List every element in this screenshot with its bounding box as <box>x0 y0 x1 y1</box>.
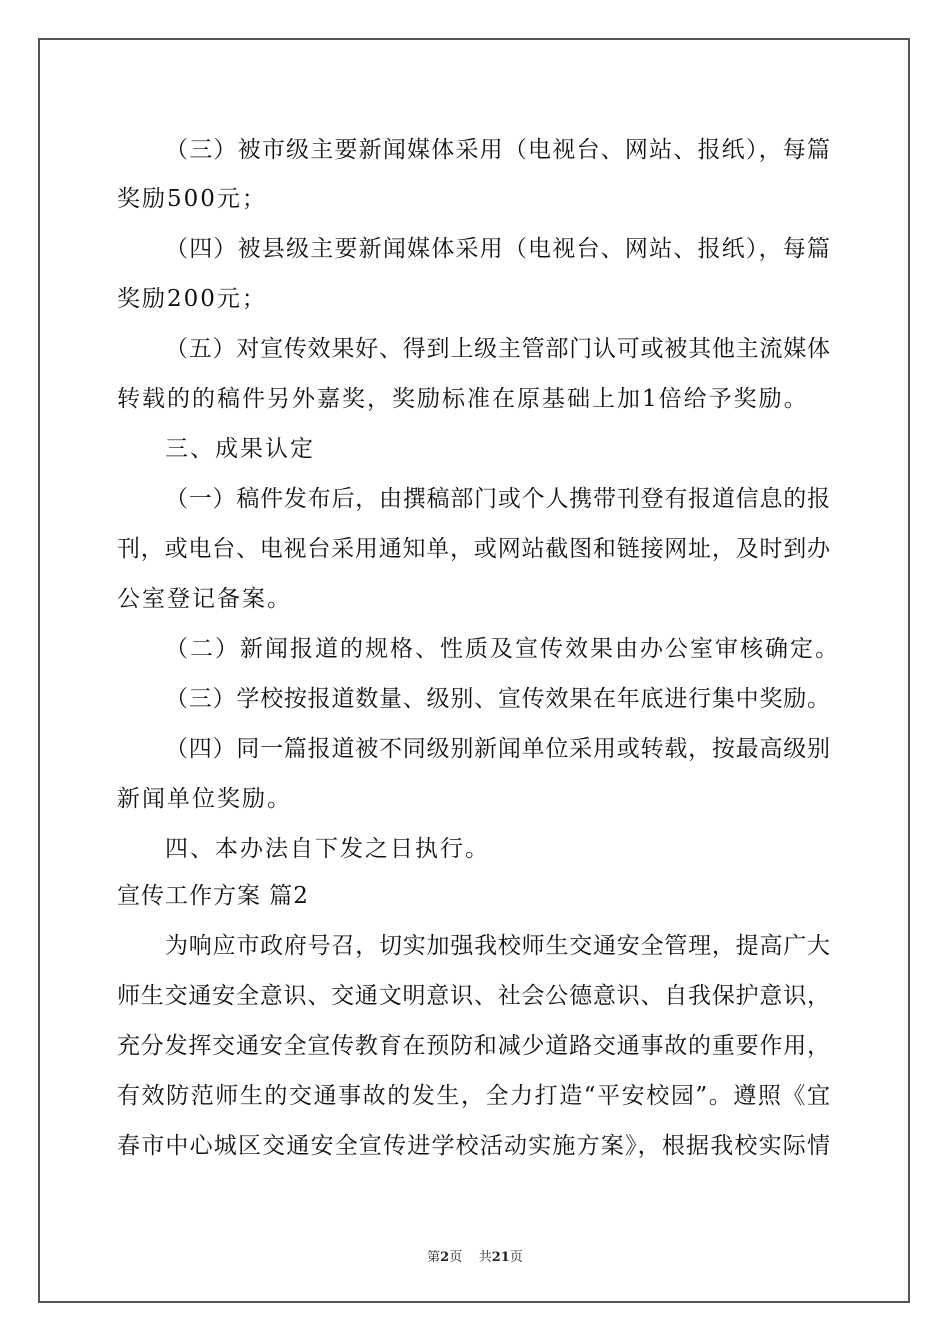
page-prefix: 第 <box>427 1250 441 1265</box>
paragraph-line: 为响应市政府号召，切实加强我校师生交通安全管理，提高广大 <box>165 933 830 959</box>
paragraph-line: 奖励200元； <box>117 286 267 312</box>
paragraph-line: （二）新闻报道的规格、性质及宣传效果由办公室审核确定。 <box>165 636 840 662</box>
page-number: 2 <box>440 1250 450 1265</box>
page-footer <box>0 1246 950 1265</box>
paragraph-line: （五）对宣传效果好、得到上级主管部门认可或被其他主流媒体 <box>165 336 830 362</box>
page-border <box>38 38 910 1303</box>
section-heading: 三、成果认定 <box>165 436 315 462</box>
paragraph-line: 刊，或电台、电视台采用通知单，或网站截图和链接网址，及时到办 <box>117 536 830 562</box>
total-suffix: 页 <box>509 1250 523 1265</box>
paragraph-line: （三）学校按报道数量、级别、宣传效果在年底进行集中奖励。 <box>165 686 830 712</box>
paragraph-line: （三）被市级主要新闻媒体采用（电视台、网站、报纸），每篇 <box>165 137 830 163</box>
page-suffix: 页 <box>449 1250 463 1265</box>
paragraph-line: （一）稿件发布后，由撰稿部门或个人携带刊登有报道信息的报 <box>165 486 830 512</box>
paragraph-line: 有效防范师生的交通事故的发生，全力打造“平安校园”。遵照《宜 <box>117 1083 830 1109</box>
paragraph-line: 师生交通安全意识、交通文明意识、社会公德意识、自我保护意识， <box>117 983 830 1009</box>
total-prefix: 共 <box>478 1250 492 1265</box>
paragraph-line: 春市中心城区交通安全宣传进学校活动实施方案》，根据我校实际情 <box>117 1133 830 1159</box>
paragraph-line: 转载的的稿件另外嘉奖，奖励标准在原基础上加1倍给予奖励。 <box>117 386 809 412</box>
paragraph-line: 充分发挥交通安全宣传教育在预防和减少道路交通事故的重要作用， <box>117 1033 830 1059</box>
section-heading: 四、本办法自下发之日执行。 <box>165 836 490 862</box>
paragraph-line: 公室登记备案。 <box>117 586 292 612</box>
paragraph-line: 新闻单位奖励。 <box>117 786 292 812</box>
paragraph-line: 奖励500元； <box>117 186 267 212</box>
total-pages: 21 <box>491 1250 510 1265</box>
paragraph-line: （四）同一篇报道被不同级别新闻单位采用或转载，按最高级别 <box>165 736 830 762</box>
article-title: 宣传工作方案 篇2 <box>117 883 309 909</box>
paragraph-line: （四）被县级主要新闻媒体采用（电视台、网站、报纸），每篇 <box>165 236 830 262</box>
